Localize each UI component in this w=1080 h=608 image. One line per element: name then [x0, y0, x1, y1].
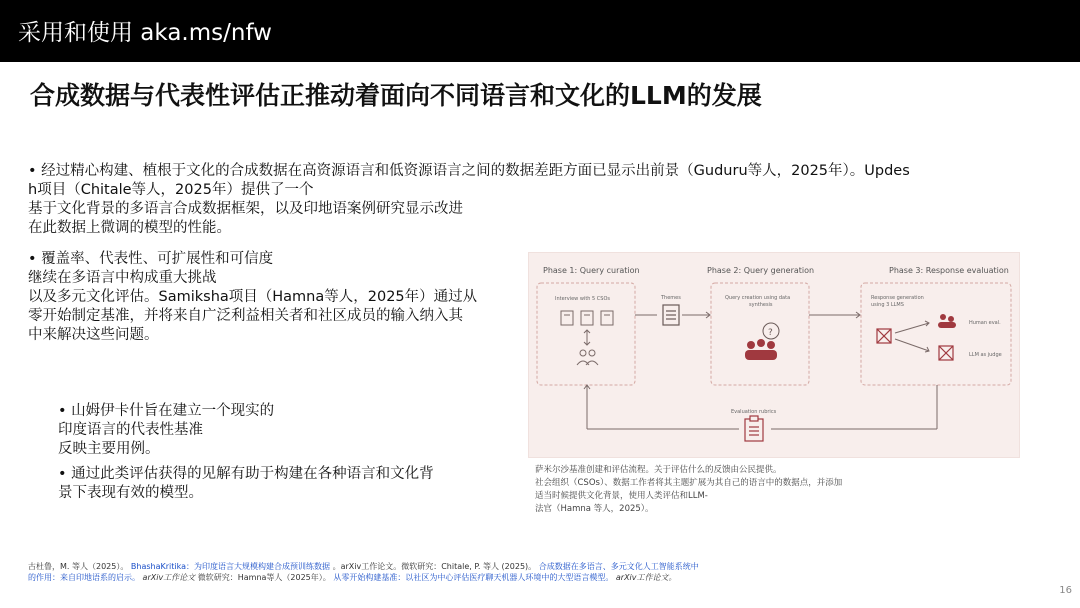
- slide-title: 合成数据与代表性评估正推动着面向不同语言和文化的LLM的发展: [30, 81, 762, 110]
- building-icon: [561, 311, 613, 325]
- bullet-challenges: [28, 250, 477, 345]
- bullet-samiksha: [58, 402, 274, 459]
- bullet-line: 中来解决这些问题。: [28, 327, 159, 343]
- ref-text: 古杜鲁，M. 等人（2025）。: [28, 562, 129, 571]
- people-icon: [577, 350, 598, 365]
- bullet-line: • 通过此类评估获得的见解有助于构建在各种语言和文化背: [58, 466, 434, 482]
- bullet-line: 以及多元文化评估。Samiksha项目（Hamna等人，2025年）通过从: [28, 289, 478, 305]
- ref-text: arXiv工作论文: [142, 573, 196, 582]
- references: [28, 561, 699, 583]
- bullet-line: • 覆盖率、代表性、可扩展性和可信度: [28, 251, 274, 267]
- query-creation-label-2: synthesis: [749, 302, 773, 308]
- top-bar: [0, 0, 1080, 62]
- rubrics-label: Evaluation rubrics: [731, 409, 777, 415]
- clipboard-icon: [745, 416, 763, 441]
- human-eval-icon: [938, 314, 956, 328]
- llm-judge-label: LLM as judge: [969, 352, 1002, 358]
- header-title: 采用和使用 aka.ms/nfw: [18, 20, 272, 46]
- themes-label: Themes: [661, 295, 681, 301]
- bullet-synthetic-data: [28, 162, 910, 238]
- ref-link[interactable]: BhashaKritika：为印度语言大规模构建合成预训练数据: [130, 562, 331, 571]
- phase2-label: Phase 2: Query generation: [707, 266, 815, 275]
- reference-line-2: [28, 572, 699, 583]
- caption-line: 适当时候提供文化背景，使用人类评估和LLM-: [535, 491, 708, 501]
- phase1-label: Phase 1: Query curation: [543, 266, 640, 275]
- query-creation-label: Query creation using data: [725, 295, 791, 301]
- bullet-line: • 山姆伊卡什旨在建立一个现实的: [58, 403, 275, 419]
- network-icon: [877, 329, 891, 343]
- bullet-line: 基于文化背景的多语言合成数据框架，以及印地语案例研究显示改进: [28, 201, 463, 217]
- ref-link[interactable]: 从零开始构建基准：以社区为中心评估医疗聊天机器人环境中的大型语言模型。: [333, 573, 614, 582]
- figure-caption: [535, 464, 842, 516]
- bullet-line: • 经过精心构建、植根于文化的合成数据在高资源语言和低资源语言之间的数据差距方面已显示出前景（Guduru等人，2025年）。Updes: [28, 163, 910, 179]
- bullet-insights: [58, 465, 434, 503]
- response-gen-label-2: using 3 LLMS: [871, 302, 904, 308]
- question-mark-glyph: ?: [768, 328, 773, 338]
- phase3-label: Phase 3: Response evaluation: [889, 266, 1009, 275]
- bullet-line: h项目（Chitale等人，2025年）提供了一个: [28, 182, 314, 198]
- caption-line: 法官（Hamna 等人，2025）。: [535, 504, 654, 514]
- interview-label: Interview with 5 CSOs: [555, 296, 611, 302]
- arrow-updown-icon: [584, 330, 590, 345]
- ref-text: arXiv工作论文。: [615, 573, 677, 582]
- document-icon: [663, 305, 679, 325]
- group-icon: [745, 339, 777, 360]
- ref-link[interactable]: 的作用：来自印地语系的启示。: [28, 573, 140, 582]
- ref-text: 。arXiv工作论文。微软研究：Chitale, P. 等人 (2025)。: [332, 562, 537, 571]
- llm-judge-icon: [939, 346, 953, 360]
- bullet-line: 景下表现有效的模型。: [58, 485, 203, 501]
- ref-link[interactable]: 合成数据在多语言、多元文化人工智能系统中: [538, 562, 699, 571]
- ref-text: 微软研究：Hamna等人（2025年）。: [197, 573, 331, 582]
- caption-line: 萨米尔沙基准创建和评估流程。关于评估什么的反馈由公民提供。: [535, 465, 782, 475]
- page-number: 16: [1059, 585, 1072, 596]
- bullet-line: 继续在多语言中构成重大挑战: [28, 270, 217, 286]
- reference-line-1: [28, 561, 699, 572]
- process-diagram: [528, 252, 1020, 458]
- response-gen-label: Response generation: [871, 295, 924, 301]
- caption-line: 社会组织（CSOs）、数据工作者将其主题扩展为其自己的语言中的数据点，并添加: [535, 478, 843, 488]
- human-eval-label: Human eval.: [969, 320, 1001, 326]
- bullet-line: 印度语言的代表性基准: [58, 422, 203, 438]
- bullet-line: 在此数据上微调的模型的性能。: [28, 220, 231, 236]
- bullet-line: 零开始制定基准，并将来自广泛利益相关者和社区成员的输入纳入其: [28, 308, 463, 324]
- feedback-loop: [584, 385, 937, 429]
- bullet-line: 反映主要用例。: [58, 441, 160, 457]
